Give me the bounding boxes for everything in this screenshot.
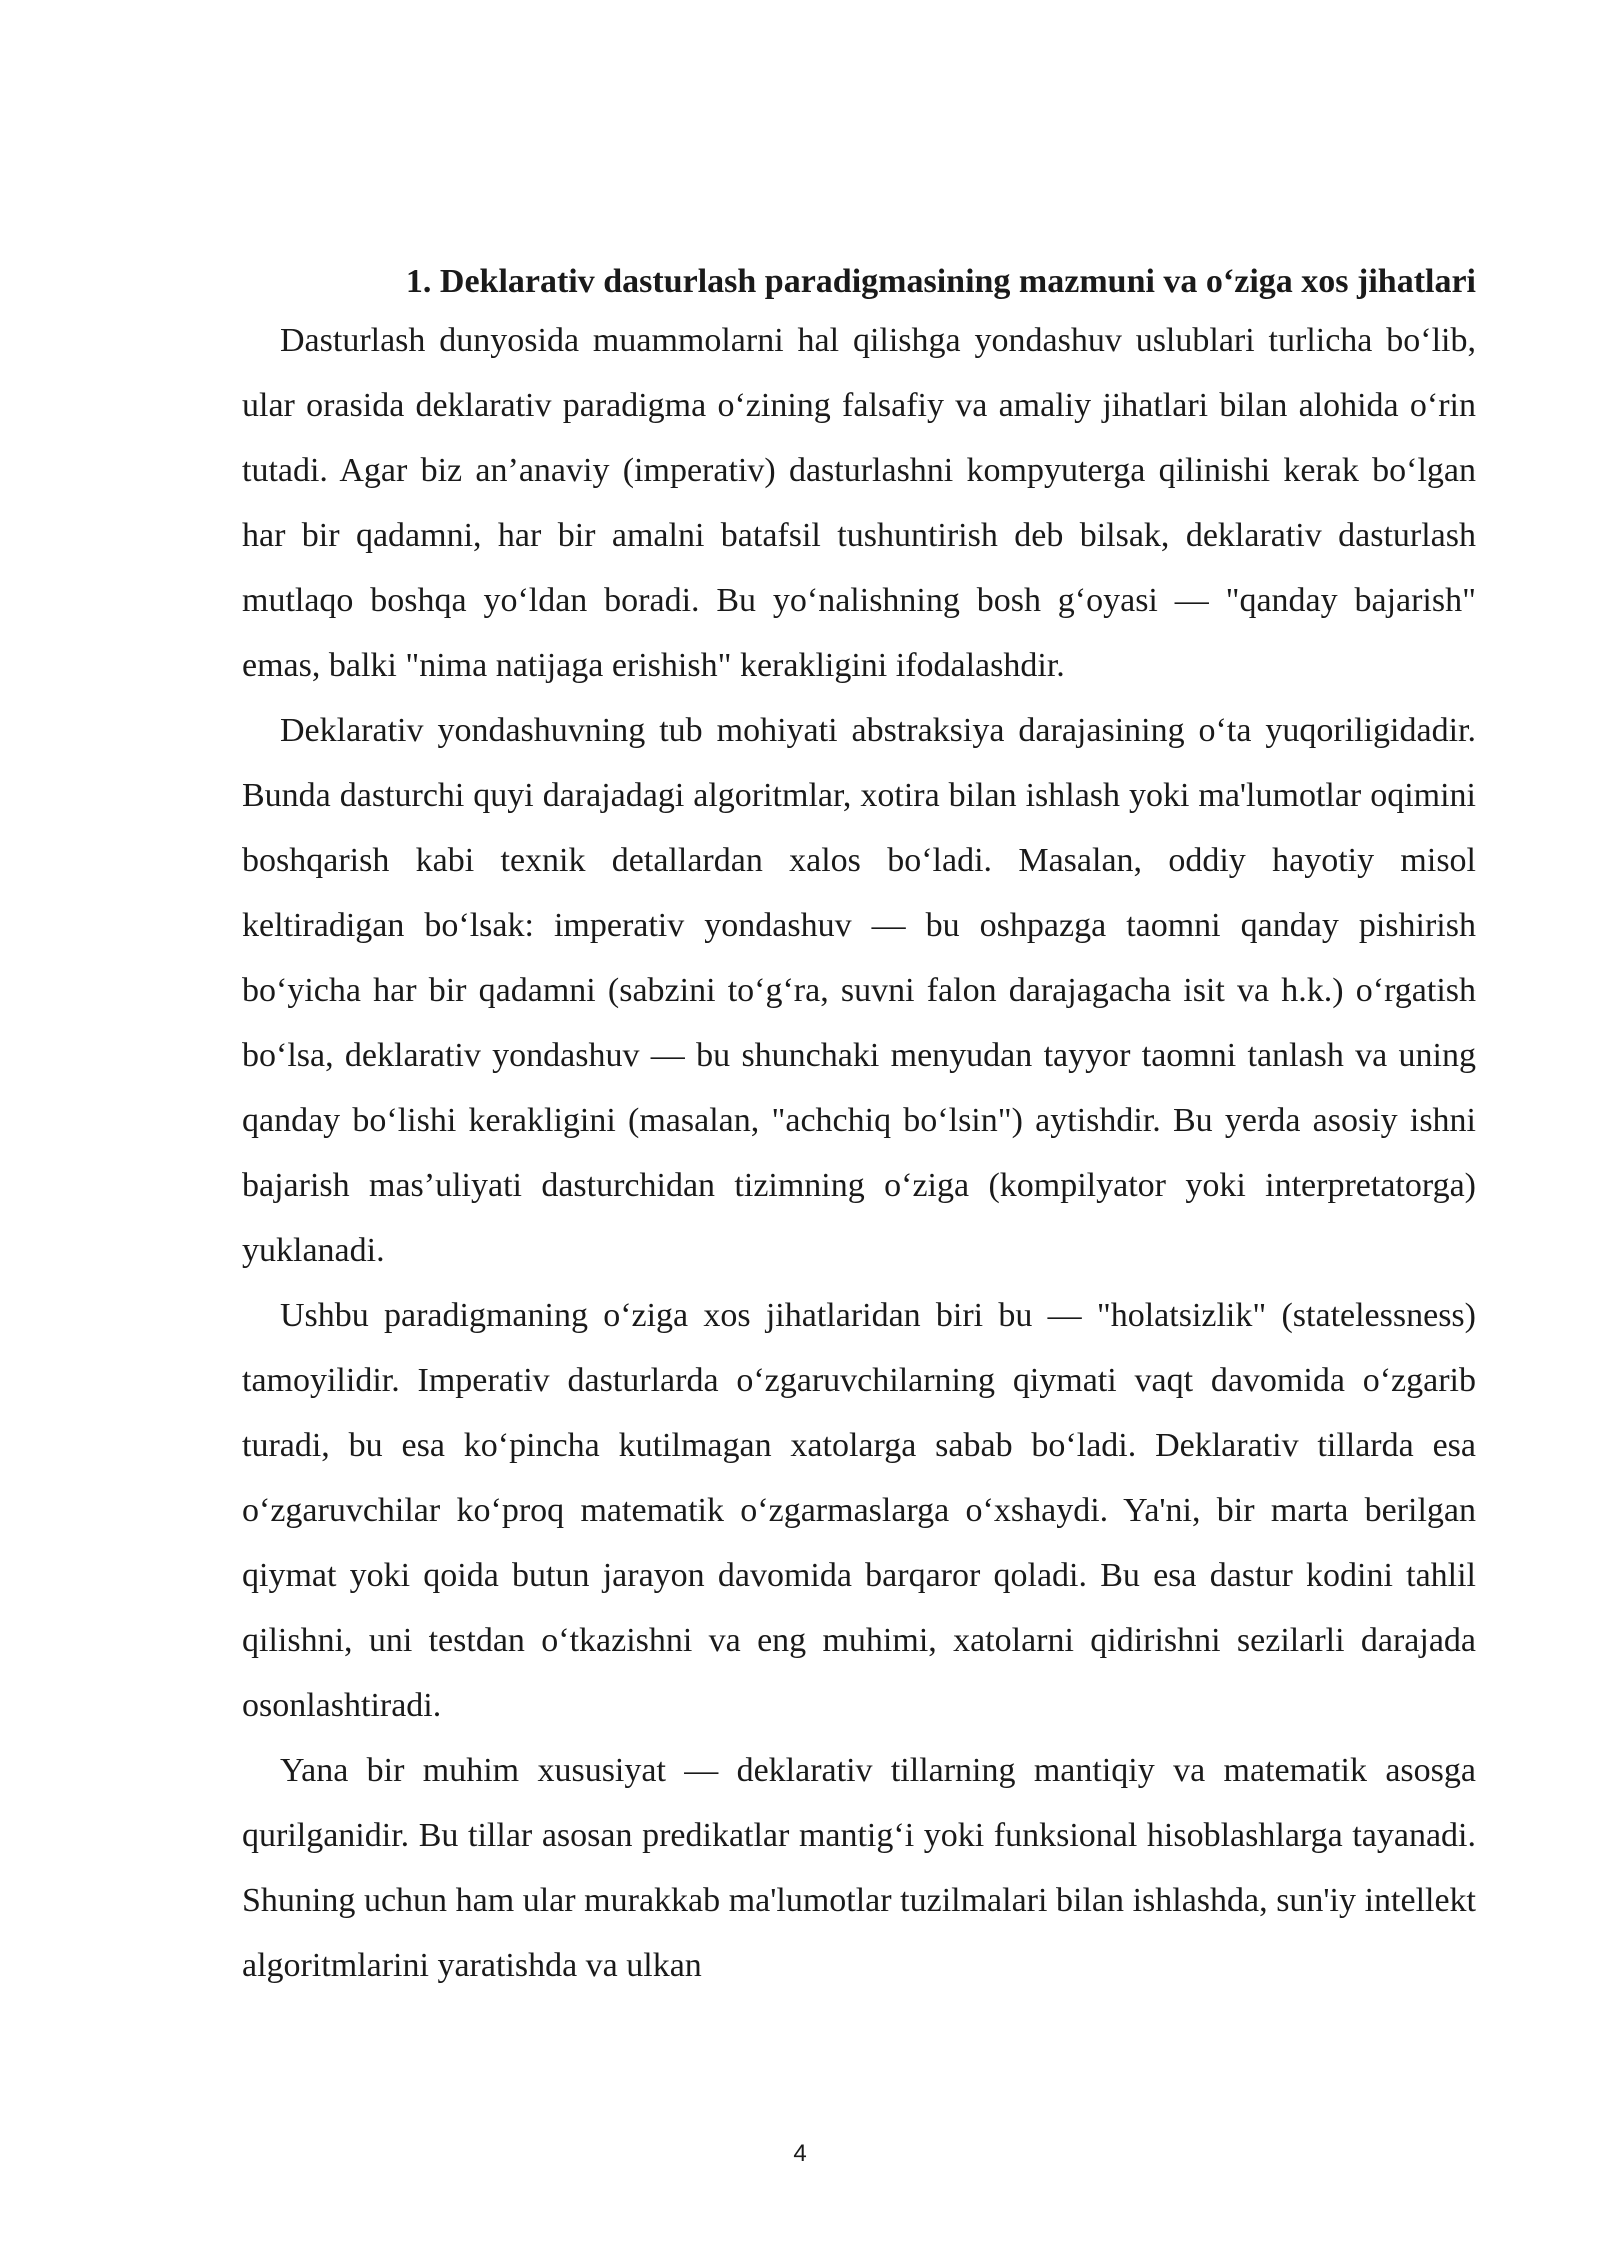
paragraph-1: Dasturlash dunyosida muammolarni hal qilishga yondashuv uslublari turlicha bo‘lib, ular orasida deklarativ paradigma o‘zining falsafiy va amaliy jihatlari bilan alohida o‘rin tutadi. Agar biz an’anaviy (imperativ) dasturlashni kompyuterga qilinishi kerak bo‘lgan har bir qadamni, har bir amalni batafsil tushuntirish deb bilsak, deklarativ dasturlash mutlaqo boshqa yo‘ldan boradi. Bu yo‘nalishning bosh g‘oyasi — "qanday bajarish" emas, balki "nima natijaga erishish" kerakligini ifodalashdir. — [242, 322, 1476, 684]
paragraph-4: Yana bir muhim xususiyat — deklarativ tillarning mantiqiy va matematik asosga qurilganidir. Bu tillar asosan predikatlar mantig‘i yoki funksional hisoblashlarga tayanadi. Shuning uchun ham ular murakkab ma'lumotlar tuzilmalari bilan ishlashda, sun'iy intellekt algoritmlarini yaratishda va ulkan — [242, 1752, 1476, 1984]
page-number: 4 — [793, 2140, 807, 2167]
page-footer — [0, 2140, 1600, 2168]
paragraph-3: Ushbu paradigmaning o‘ziga xos jihatlaridan biri bu — "holatsizlik" (statelessness) tamoyilidir. Imperativ dasturlarda o‘zgaruvchilarning qiymati vaqt davomida o‘zgarib turadi, bu esa ko‘pincha kutilmagan xatolarga sabab bo‘ladi. Deklarativ tillarda esa o‘zgaruvchilar ko‘proq matematik o‘zgarmaslarga o‘xshaydi. Ya'ni, bir marta berilgan qiymat yoki qoida butun jarayon davomida barqaror qoladi. Bu esa dastur kodini tahlil qilishni, uni testdan o‘tkazishni va eng muhimi, xatolarni qidirishni sezilarli darajada osonlashtiradi. — [242, 1297, 1476, 1724]
page-content — [242, 256, 1476, 1998]
section-heading: 1. Deklarativ dasturlash paradigmasining mazmuni va o‘ziga xos jihatlari — [405, 263, 1476, 300]
paragraph-2: Deklarativ yondashuvning tub mohiyati abstraksiya darajasining o‘ta yuqoriligidadir. Bunda dasturchi quyi darajadagi algoritmlar, xotira bilan ishlash yoki ma'lumotlar oqimini boshqarish kabi texnik detallardan xalos bo‘ladi. Masalan, oddiy hayotiy misol keltiradigan bo‘lsak: imperativ yondashuv — bu oshpazga taomni qanday pishirish bo‘yicha har bir qadamni (sabzini to‘g‘ra, suvni falon darajagacha isit va h.k.) o‘rgatish bo‘lsa, deklarativ yondashuv — bu shunchaki menyudan tayyor taomni tanlash va uning qanday bo‘lishi kerakligini (masalan, "achchiq bo‘lsin") aytishdir. Bu yerda asosiy ishni bajarish mas’uliyati dasturchidan tizimning o‘ziga (kompilyator yoki interpretatorga) yuklanadi. — [242, 712, 1476, 1269]
